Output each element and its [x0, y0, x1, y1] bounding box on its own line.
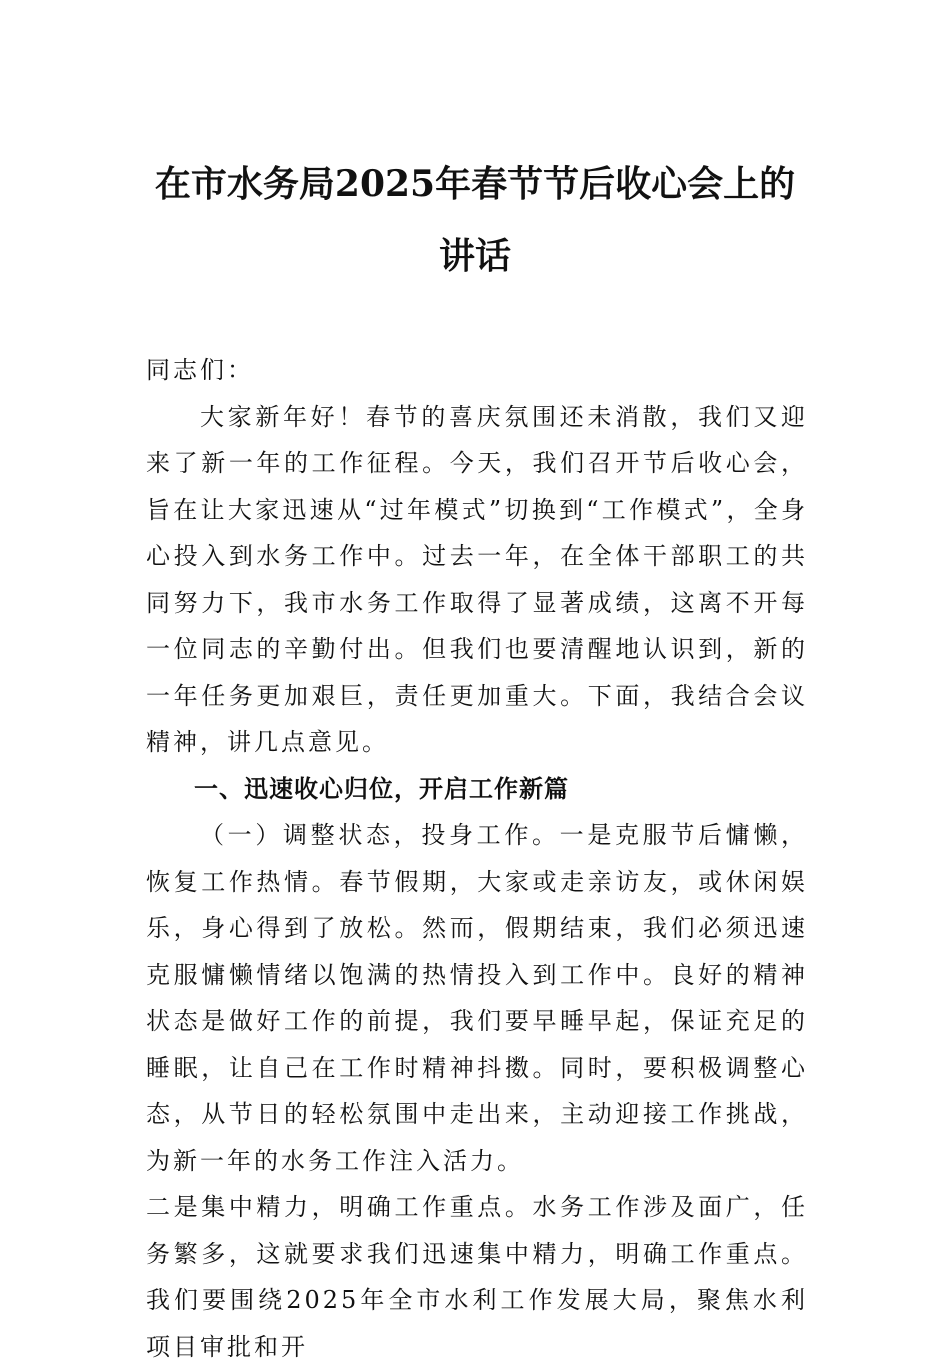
section-heading: 一、迅速收心归位，开启工作新篇 — [194, 774, 569, 803]
salutation: 同志们： — [146, 356, 254, 384]
document-title: 在市水务局2025年春节节后收心会上的讲话 — [154, 163, 796, 277]
subsection-paragraph: （一）调整状态，投身工作。一是克服节后慵懒，恢复工作热情。春节假期，大家或走亲访友，或休闲娱乐，身心得到了放松。然而，假期结束，我们必须迅速克服慵懒情绪以饱满的热情投入到工作中。良好的精神状态是做好工作的前提，我们要早睡早起，保证充足的睡眠，让自己在工作时精神抖擞。同时，要积极调整心态，从节日的轻松氛围中走出来，主动迎接工作挑战，为新一年的水务工作注入活力。 — [146, 821, 808, 1175]
continuation-paragraph: 二是集中精力，明确工作重点。水务工作涉及面广，任务繁多，这就要求我们迅速集中精力，明确工作重点。我们要围绕2025年全市水利工作发展大局，聚焦水利项目审批和开 — [146, 1193, 808, 1361]
opening-paragraph: 大家新年好！春节的喜庆氛围还未消散，我们又迎来了新一年的工作征程。今天，我们召开节后收心会，旨在让大家迅速从“过年模式”切换到“工作模式”，全身心投入到水务工作中。过去一年，在全体干部职工的共同努力下，我市水务工作取得了显著成绩，这离不开每一位同志的辛勤付出。但我们也要清醒地认识到，新的一年任务更加艰巨，责任更加重大。下面，我结合会议精神，讲几点意见。 — [146, 402, 808, 756]
document-body — [146, 347, 808, 1370]
